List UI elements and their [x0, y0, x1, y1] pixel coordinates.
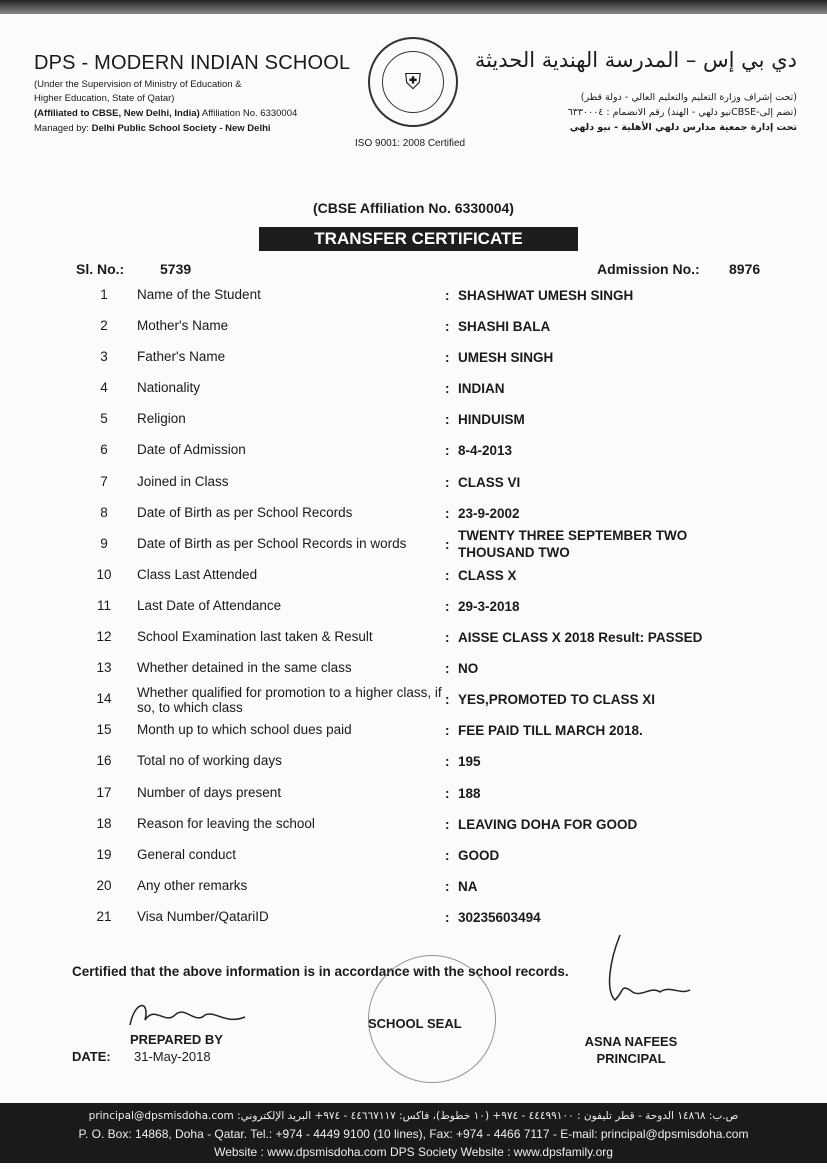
field-value: 23-9-2002 [458, 505, 520, 521]
field-row [0, 375, 827, 406]
preparer-signature [125, 995, 255, 1035]
field-colon: : [445, 412, 450, 428]
field-value: UMESH SINGH [458, 350, 554, 366]
supervision-line-2: Higher Education, State of Qatar) [34, 93, 175, 104]
field-label: Father's Name [137, 349, 226, 365]
arabic-line-1: (تحت إشراف وزارة التعليم والتعليم العالي - دولة قطر) [580, 92, 797, 103]
field-number: 21 [96, 908, 112, 924]
certification-statement: Certified that the above information is in accordance with the school records. [72, 964, 569, 979]
principal-signature [595, 930, 705, 1010]
prepared-by-label: PREPARED BY [130, 1032, 223, 1047]
field-number: 17 [96, 784, 112, 800]
serial-label: Sl. No.: [76, 261, 125, 277]
managed-by: Delhi Public School Society - New Delhi [91, 123, 271, 134]
field-row [0, 527, 827, 562]
field-value: CLASS VI [458, 474, 521, 490]
field-label: Whether detained in the same class [137, 660, 352, 676]
field-row [0, 780, 827, 811]
field-colon: : [445, 567, 450, 583]
field-label: Month up to which school dues paid [137, 722, 352, 738]
field-value: FEE PAID TILL MARCH 2018. [458, 723, 643, 739]
managed-by-line [34, 122, 271, 136]
top-border [0, 0, 827, 14]
field-number: 5 [100, 411, 108, 427]
field-colon: : [445, 288, 450, 303]
field-label: Date of Birth as per School Records [137, 504, 353, 520]
supervision-line-1: (Under the Supervision of Ministry of Education & [34, 79, 242, 90]
field-colon: : [445, 661, 450, 677]
field-value: 195 [458, 754, 481, 770]
field-value: SHASHI BALA [458, 319, 551, 335]
field-colon: : [445, 785, 450, 801]
footer-contact-band [0, 1103, 827, 1163]
field-colon: : [445, 536, 450, 552]
field-value: 188 [458, 785, 481, 801]
affiliation-rest: Affiliation No. 6330004 [199, 108, 298, 119]
field-row [0, 655, 827, 686]
admission-number: 8976 [729, 261, 761, 277]
footer-address: P. O. Box: 14868, Doha - Qatar. Tel.: +974 - 4449 9100 (10 lines), Fax: +974 - 4466 7117 - E-mail: principal@dpsmisdoha.com [78, 1127, 749, 1141]
field-label: Number of days present [137, 784, 282, 800]
field-number: 3 [100, 349, 108, 365]
field-number: 6 [100, 442, 108, 458]
field-row [0, 811, 827, 842]
school-seal-label: SCHOOL SEAL [368, 1016, 462, 1031]
field-number: 7 [100, 473, 108, 489]
arabic-line-2: (تضم إلى-CBSEنيو دلهي - الهند) رقم الانضمام : ٦٣٣٠٠٠٤ [567, 107, 797, 118]
field-colon: : [445, 692, 450, 708]
field-row [0, 344, 827, 375]
affiliation-bold: (Affiliated to CBSE, New Delhi, India) [34, 108, 200, 119]
iso-certification: ISO 9001: 2008 Certified [355, 138, 466, 149]
field-number: 13 [96, 660, 112, 676]
field-value: 8-4-2013 [458, 443, 513, 459]
field-colon: : [445, 474, 450, 490]
principal-name: ASNA NAFEES [584, 1034, 678, 1049]
field-row [0, 437, 827, 468]
field-number: 20 [96, 877, 112, 893]
arabic-school-name: دي بي إس – المدرسة الهندية الحديثة [474, 48, 797, 72]
field-label: Nationality [137, 380, 201, 396]
field-value: AISSE CLASS X 2018 Result: PASSED [458, 630, 703, 646]
admission-label: Admission No.: [597, 261, 700, 277]
field-number: 18 [96, 815, 112, 831]
field-row [0, 469, 827, 500]
field-colon: : [445, 598, 450, 614]
field-label: Name of the Student [137, 287, 261, 302]
field-number: 14 [96, 691, 112, 707]
field-label: Class Last Attended [137, 566, 258, 582]
field-colon: : [445, 847, 450, 863]
field-value: 29-3-2018 [458, 598, 520, 614]
field-label: Joined in Class [137, 473, 229, 489]
field-label: Date of Birth as per School Records in words [137, 535, 407, 551]
field-label: Total no of working days [137, 753, 282, 769]
arabic-line-3: تحت إدارة جمعية مدارس دلهي الأهلية - نيو دلهي [569, 122, 797, 133]
affiliation-line [34, 107, 297, 121]
field-value: LEAVING DOHA FOR GOOD [458, 816, 638, 832]
field-label: Reason for leaving the school [137, 815, 315, 831]
field-row [0, 842, 827, 873]
certificate-fields [0, 282, 827, 935]
field-row [0, 717, 827, 748]
footer-arabic: ص.ب: ١٤٨٦٨ الدوحة - قطر تليفون : ٤٤٤٩٩١٠٠ - ٩٧٤+ (١٠ خطوط)، فاكس: ٤٤٦٦٧١١٧ - ٩٧٤+ البريد الإلكتروني: principal@dpsmisdoha.com [88, 1110, 739, 1122]
field-label: Last Date of Attendance [137, 597, 282, 613]
field-row [0, 686, 827, 717]
field-value: TWENTY THREE SEPTEMBER TWO THOUSAND TWO [458, 527, 688, 560]
field-colon: : [445, 505, 450, 521]
field-number: 19 [96, 846, 112, 862]
field-number: 4 [100, 380, 108, 396]
field-colon: : [445, 630, 450, 646]
field-label: Religion [137, 411, 186, 427]
field-value: NA [458, 878, 478, 894]
field-value: NO [458, 661, 479, 677]
field-colon: : [445, 816, 450, 832]
field-value: GOOD [458, 847, 500, 863]
field-label: School Examination last taken & Result [137, 629, 373, 645]
field-label: General conduct [137, 846, 237, 862]
field-colon: : [445, 350, 450, 366]
field-colon: : [445, 443, 450, 459]
field-row [0, 562, 827, 593]
field-row [0, 406, 827, 437]
field-number: 16 [96, 753, 112, 769]
field-row [0, 624, 827, 655]
field-colon: : [445, 319, 450, 335]
field-row [0, 873, 827, 904]
field-number: 10 [96, 566, 112, 582]
field-row [0, 748, 827, 779]
certificate-title: TRANSFER CERTIFICATE [259, 227, 578, 251]
field-colon: : [445, 754, 450, 770]
field-value: CLASS X [458, 567, 517, 583]
school-name: DPS - MODERN INDIAN SCHOOL [34, 52, 351, 74]
field-number: 12 [96, 629, 112, 645]
field-value: HINDUISM [458, 412, 525, 428]
field-number: 2 [100, 318, 108, 334]
field-number: 11 [96, 597, 111, 613]
crest-icon: ⛨ [382, 51, 444, 113]
field-number: 8 [100, 504, 108, 520]
field-row [0, 593, 827, 624]
field-number: 15 [96, 722, 112, 738]
principal-title: PRINCIPAL [596, 1051, 666, 1066]
field-colon: : [445, 878, 450, 894]
field-label: Date of Admission [137, 442, 246, 458]
field-number: 9 [100, 535, 108, 551]
date-value: 31-May-2018 [134, 1049, 211, 1064]
managed-by-label: Managed by: [34, 123, 92, 134]
footer-websites: Website : www.dpsmisdoha.com DPS Society Website : www.dpsfamily.org [214, 1145, 613, 1159]
field-label: Visa Number/QatariID [137, 908, 269, 924]
field-row [0, 313, 827, 344]
date-label: DATE: [72, 1049, 111, 1064]
field-label: Whether qualified for promotion to a higher class, if so, to which class [137, 685, 442, 716]
field-value: SHASHWAT UMESH SINGH [458, 288, 634, 303]
field-colon: : [445, 381, 450, 397]
field-value: INDIAN [458, 381, 505, 397]
field-label: Mother's Name [137, 318, 229, 334]
cbse-affiliation: (CBSE Affiliation No. 6330004) [313, 200, 514, 216]
field-value: 30235603494 [458, 909, 541, 925]
field-value: YES,PROMOTED TO CLASS XI [458, 692, 656, 708]
field-number: 1 [100, 287, 108, 302]
field-colon: : [445, 723, 450, 739]
field-label: Any other remarks [137, 877, 248, 893]
field-row [0, 282, 827, 313]
field-colon: : [445, 909, 450, 925]
serial-number: 5739 [160, 261, 192, 277]
school-logo-emblem [368, 37, 458, 127]
